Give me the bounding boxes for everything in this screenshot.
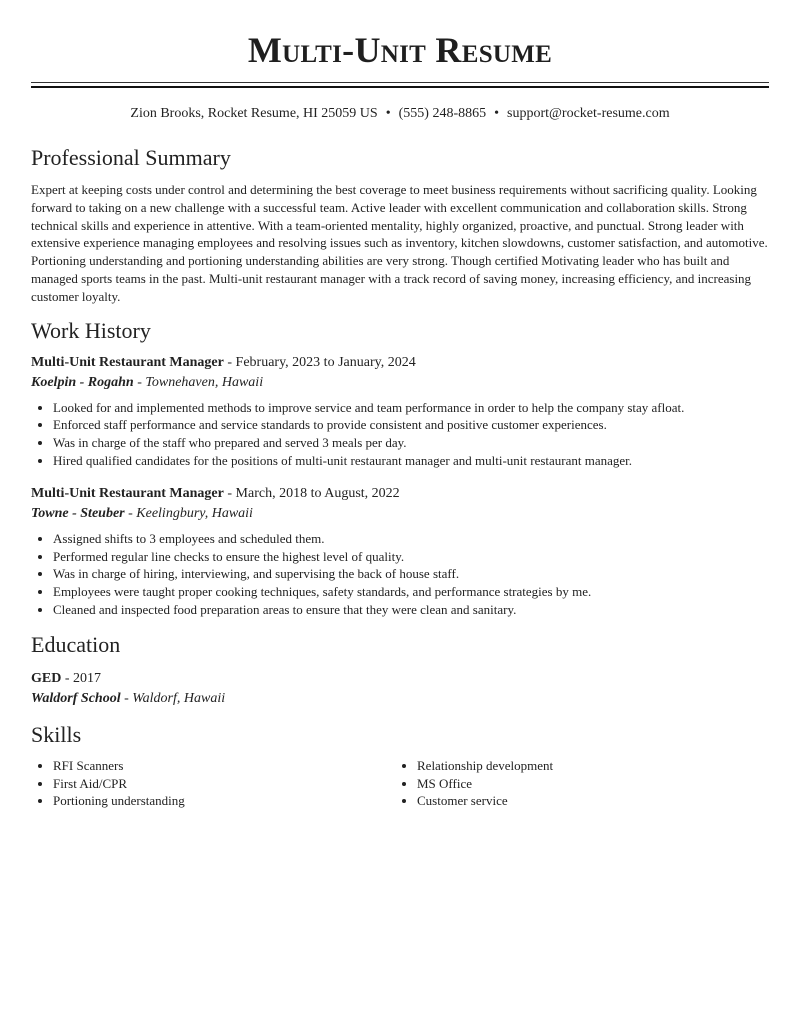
skills-column-left [31,757,395,810]
summary-heading: Professional Summary [31,145,231,170]
divider-thin-line [31,82,769,83]
dash: - [124,690,129,706]
divider-thick-line [31,86,769,88]
job-header [31,353,769,372]
list-item: • Was in charge of the staff who prepared and served 3 meals per day. [53,434,769,452]
contact-email: support@rocket-resume.com [507,106,670,121]
job-bullets [31,530,769,619]
job-company: Towne - Steuber [31,505,125,521]
contact-phone: (555) 248-8865 [398,106,487,121]
dash: - [128,505,133,521]
dash: - [227,354,233,370]
job-location: Keelingbury, Hawaii [136,505,253,521]
skill-item: • Customer service [417,792,759,810]
dash: - [137,374,142,390]
list-item: • Performed regular line checks to ensure the highest level of quality. [53,548,769,566]
education-degree-line [31,669,769,688]
skill-item: • Portioning understanding [53,792,395,810]
contact-line [31,105,769,123]
list-item: • Hired qualified candidates for the positions of multi-unit restaurant manager and multi-unit restaurant manager. [53,452,769,470]
skill-item: • Relationship development [417,757,759,775]
job-entry [31,353,769,470]
work-history-heading: Work History [31,317,151,343]
skill-item: • RFI Scanners [53,757,395,775]
bullet-separator: • [385,106,391,121]
job-title: Multi-Unit Restaurant Manager [31,485,224,501]
skills-heading: Skills [31,721,82,747]
job-header [31,484,769,503]
education-year: 2017 [73,670,102,686]
job-company-line [31,504,769,523]
education-location: Waldorf, Hawaii [132,690,226,706]
resume-title: Multi-Unit Resume [247,30,553,70]
education-school: Waldorf School [31,690,121,706]
job-dates: March, 2018 to August, 2022 [235,485,400,501]
job-title: Multi-Unit Restaurant Manager [31,354,224,370]
list-item: • Enforced staff performance and service standards to provide consistent and positive customer experiences. [53,416,769,434]
dash: - [64,670,70,686]
skill-item: • First Aid/CPR [53,775,395,793]
list-item: • Cleaned and inspected food preparation areas to ensure that they were clean and sanitary. [53,601,769,619]
job-company-line [31,373,769,392]
list-item: • Looked for and implemented methods to improve service and team performance in order to help the company stay afloat. [53,399,769,417]
job-entry [31,484,769,619]
education-school-line [31,689,769,708]
skill-item: • MS Office [417,775,759,793]
summary-text: Expert at keeping costs under control and determining the best coverage to meet business requirements without sacrificing quality. Looking forward to taking on a new challenge with a successful team. Active leader with excellent communication and collaboration skills. Strong technical skills and experience in attentive. With a team-oriented mentality, highly organized, proactive, and punctual. Strong leader with extensive experience managing employees and resolving issues such as inventory, kitchen slowdowns, customer satisfaction, and automotive. Portioning understanding and portioning understanding abilities are very strong. Though certified Motivating leader who has built and managed sports teams in the past. Multi-unit restaurant manager with a track record of saving money, increasing efficiency, and increasing customer loyalty. [31,182,768,304]
education-heading: Education [31,631,121,657]
job-dates: February, 2023 to January, 2024 [235,354,416,370]
header-divider [31,82,769,88]
dash: - [227,485,233,501]
job-bullets [31,399,769,470]
bullet-separator: • [494,106,500,121]
education-degree: GED [31,670,62,686]
list-item: • Assigned shifts to 3 employees and scheduled them. [53,530,769,548]
skills-column-right [395,757,759,810]
job-company: Koelpin - Rogahn [31,374,134,390]
job-location: Townehaven, Hawaii [145,374,264,390]
skills-list [31,757,769,810]
education-entry [31,669,769,708]
skills-bullets [31,757,395,810]
list-item: • Employees were taught proper cooking techniques, safety standards, and performance strategies by me. [53,583,769,601]
contact-address: Zion Brooks, Rocket Resume, HI 25059 US [130,106,378,121]
list-item: • Was in charge of hiring, interviewing, and supervising the back of house staff. [53,565,769,583]
skills-bullets [395,757,759,810]
